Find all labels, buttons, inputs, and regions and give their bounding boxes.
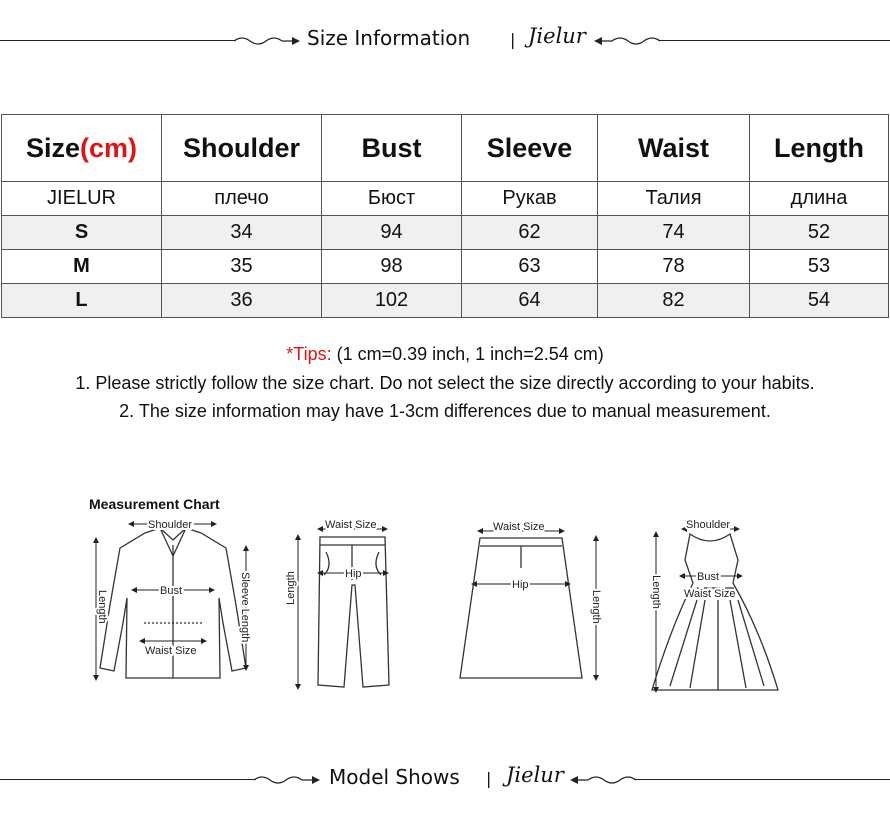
- shirt-sleeve-label: Sleeve Length: [239, 572, 251, 643]
- footer-title: Model Shows: [329, 765, 460, 789]
- divider-line-left: [0, 779, 256, 780]
- row-size: L: [2, 284, 162, 318]
- size-unit: (cm): [80, 132, 138, 163]
- table-cell: 53: [750, 250, 889, 284]
- table-cell: 36: [162, 284, 322, 318]
- table-cell: 102: [322, 284, 462, 318]
- tips-conversion: (1 cm=0.39 inch, 1 inch=2.54 cm): [331, 344, 604, 364]
- column-header: Length: [750, 115, 889, 182]
- row-size: M: [2, 250, 162, 284]
- footer-brand: Jielur: [506, 763, 564, 787]
- tips-note-1: 1. Please strictly follow the size chart. Do not select the size directly according to your habits.: [75, 373, 815, 393]
- ornament-left-icon: [252, 771, 322, 789]
- table-cell: плечо: [162, 182, 322, 216]
- table-cell: 78: [598, 250, 750, 284]
- pants-length-label: Length: [285, 571, 297, 605]
- dress-waist-label: Waist Size: [684, 588, 736, 600]
- table-cell: 34: [162, 216, 322, 250]
- table-cell: 62: [462, 216, 598, 250]
- table-cell: 64: [462, 284, 598, 318]
- dress-length-label: Length: [650, 575, 662, 609]
- skirt-drawing: [460, 538, 582, 678]
- pants-waist-label: Waist Size: [325, 519, 377, 531]
- shirt-bust-label: Bust: [160, 585, 183, 597]
- table-cell: Бюст: [322, 182, 462, 216]
- divider-line-right: [634, 779, 890, 780]
- table-cell: 82: [598, 284, 750, 318]
- table-cell: длина: [750, 182, 889, 216]
- footer-separator: |: [486, 769, 492, 788]
- header-brand: Jielur: [528, 24, 586, 48]
- dress-shoulder-label: Shoulder: [686, 519, 731, 531]
- measurement-chart-title: Measurement Chart: [89, 496, 220, 512]
- table-cell: 52: [750, 216, 889, 250]
- pants-drawing: [318, 537, 389, 687]
- column-header: Bust: [322, 115, 462, 182]
- dress-drawing: [652, 534, 778, 690]
- shirt-waist-label: Waist Size: [145, 645, 197, 657]
- column-header: Shoulder: [162, 115, 322, 182]
- shirt-length-label: Length: [96, 590, 108, 624]
- dress-bust-label: Bust: [697, 571, 720, 583]
- pants-hip-label: Hip: [345, 568, 362, 580]
- tips-note-2: 2. The size information may have 1-3cm differences due to manual measurement.: [119, 401, 771, 421]
- skirt-hip-label: Hip: [512, 579, 529, 591]
- table-cell: Рукав: [462, 182, 598, 216]
- column-header: Sleeve: [462, 115, 598, 182]
- tips-label: *Tips:: [286, 344, 332, 364]
- table-cell: 35: [162, 250, 322, 284]
- table-cell: 74: [598, 216, 750, 250]
- column-header: Waist: [598, 115, 750, 182]
- skirt-length-label: Length: [590, 590, 602, 624]
- table-cell: 94: [322, 216, 462, 250]
- table-cell: 63: [462, 250, 598, 284]
- header-title: Size Information: [307, 26, 471, 50]
- header-separator: |: [510, 30, 516, 49]
- table-cell: JIELUR: [2, 182, 162, 216]
- shirt-shoulder-label: Shoulder: [148, 519, 193, 531]
- size-label: Size: [25, 132, 80, 163]
- footer-divider: [0, 765, 890, 795]
- table-cell: 54: [750, 284, 889, 318]
- skirt-waist-label: Waist Size: [493, 521, 545, 533]
- table-cell: Талия: [598, 182, 750, 216]
- row-size: S: [2, 216, 162, 250]
- ornament-right-icon: [568, 771, 638, 789]
- table-cell: 98: [322, 250, 462, 284]
